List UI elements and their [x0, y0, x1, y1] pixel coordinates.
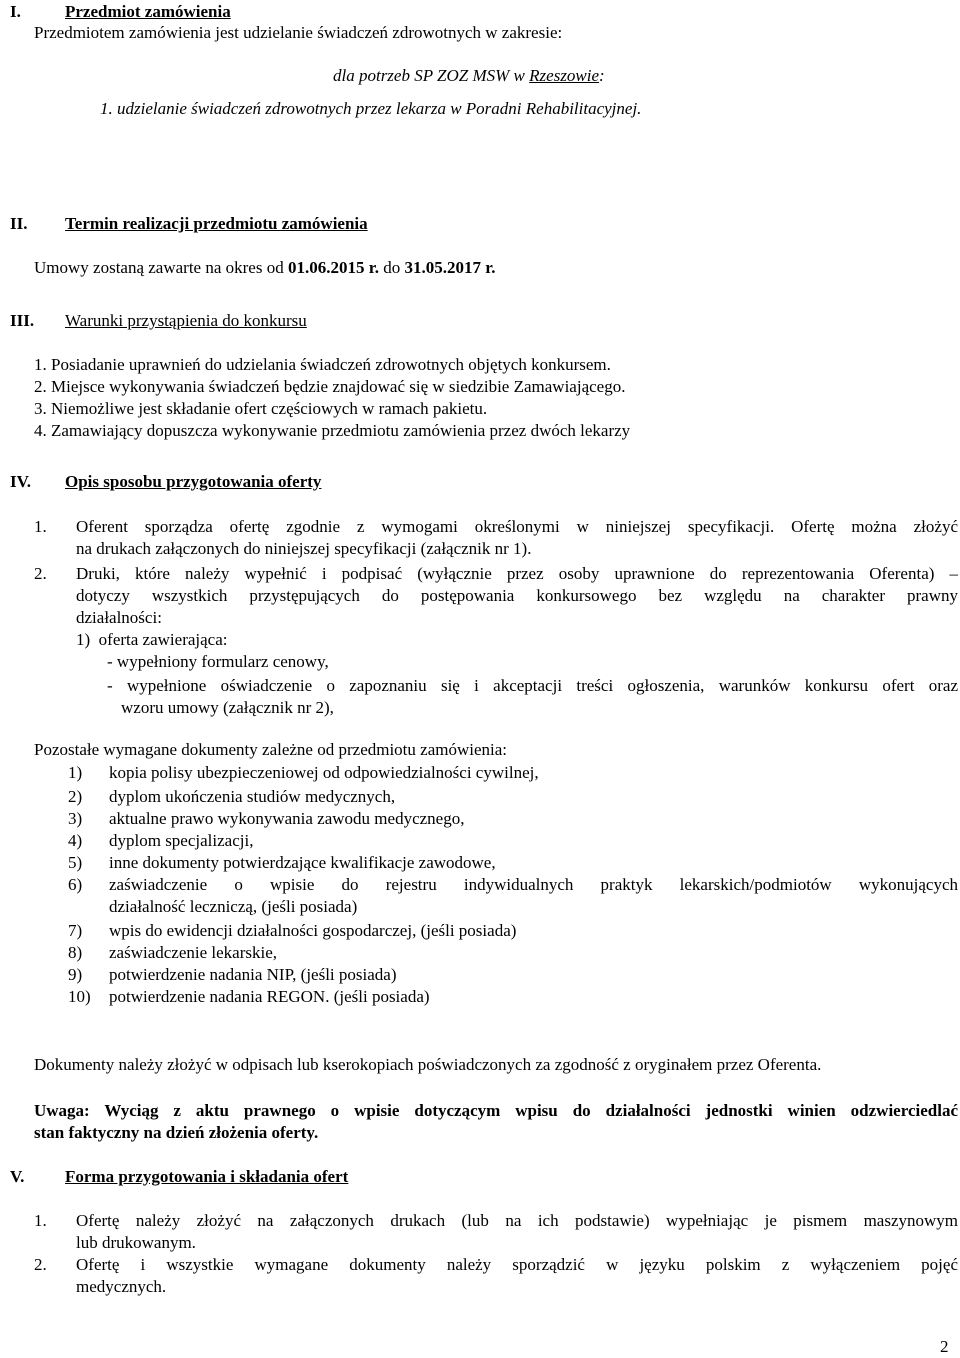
section-4-item-2-number: 2.	[34, 564, 47, 583]
section-3-item-4: 4. Zamawiający dopuszcza wykonywanie przedmiotu zamówienia przez dwóch lekarzy	[34, 421, 631, 440]
doc-item-5: 5) inne dokumenty potwierdzające kwalifikacje zawodowe,	[68, 853, 496, 872]
offer-content-2: - wypełnione oświadczenie o zapoznaniu się i akceptacji treści ogłoszenia, warunków konkursu ofert oraz	[107, 676, 958, 695]
section-4-item-2: Druki, które należy wypełnić i podpisać (wyłącznie przez osoby uprawnione do reprezentowania Oferenta) – dotyczy wszystkich przystępujących do postępowania konkursowego bez względu na charakter prawny działalności:	[76, 564, 958, 627]
section-4-item-1: Oferent sporządza ofertę zgodnie z wymogami określonymi w niniejszej specyfikacji. Ofertę można złożyć na drukach załączonych do niniejszej specyfikacji (załącznik nr 1).	[76, 517, 958, 558]
other-documents-intro: Pozostałe wymagane dokumenty zależne od przedmiotu zamówienia:	[34, 740, 508, 759]
doc-item-8: 8) zaświadczenie lekarskie,	[68, 943, 278, 962]
section-3-number: III.	[10, 311, 35, 330]
doc-item-1: 1) kopia polisy ubezpieczeniowej od odpowiedzialności cywilnej,	[68, 763, 539, 782]
doc-item-10: 10) potwierdzenie nadania REGON. (jeśli posiada)	[68, 987, 430, 1006]
section-1-item-1: 1. udzielanie świadczeń zdrowotnych przez lekarza w Poradni Rehabilitacyjnej.	[100, 99, 642, 118]
section-1-title: Przedmiot zamówienia	[65, 2, 231, 21]
section-3-title: Warunki przystąpienia do konkursu	[65, 311, 307, 330]
doc-item-3: 3) aktualne prawo wykonywania zawodu medycznego,	[68, 809, 465, 828]
section-5-item-1-number: 1.	[34, 1211, 47, 1230]
offer-contents-label: 1) oferta zawierająca:	[76, 630, 228, 649]
doc-item-6-number: 6)	[68, 875, 83, 894]
section-4-title: Opis sposobu przygotowania oferty	[65, 472, 322, 491]
doc-item-7: 7) wpis do ewidencji działalności gospodarczej, (jeśli posiada)	[68, 921, 517, 940]
section-5-item-2-number: 2.	[34, 1255, 47, 1274]
doc-item-4: 4) dyplom specjalizacji,	[68, 831, 254, 850]
attention-note: Uwaga: Wyciąg z aktu prawnego o wpisie dotyczącym wpisu do działalności jednostki winien odzwierciedlać stan faktyczny na dzień złożenia oferty.	[34, 1101, 958, 1142]
page-number: 2	[940, 1337, 949, 1356]
section-2-term: Umowy zostaną zawarte na okres od 01.06.2015 r. do 31.05.2017 r.	[34, 258, 496, 277]
section-2-number: II.	[10, 214, 28, 233]
doc-item-6: zaświadczenie o wpisie do rejestru indywidualnych praktyk lekarskich/podmiotów wykonujących działalność leczniczą, (jeśli posiada)	[109, 875, 958, 916]
offer-content-2-cont: wzoru umowy (załącznik nr 2),	[121, 698, 334, 717]
section-5-title: Forma przygotowania i składania ofert	[65, 1167, 349, 1186]
section-3-item-3: 3. Niemożliwe jest składanie ofert częściowych w ramach pakietu.	[34, 399, 488, 418]
section-4-item-1-number: 1.	[34, 517, 47, 536]
doc-item-2: 2) dyplom ukończenia studiów medycznych,	[68, 787, 396, 806]
section-1-intro: Przedmiotem zamówienia jest udzielanie świadczeń zdrowotnych w zakresie:	[34, 23, 563, 42]
section-1-for-needs: dla potrzeb SP ZOZ MSW w Rzeszowie:	[333, 66, 605, 85]
section-1-number: I.	[10, 2, 21, 21]
section-5-number: V.	[10, 1167, 25, 1186]
section-5-item-2: Ofertę i wszystkie wymagane dokumenty należy sporządzić w języku polskim z wyłączeniem pojęć medycznych.	[76, 1255, 958, 1296]
section-2-title: Termin realizacji przedmiotu zamówienia	[65, 214, 368, 233]
section-5-item-1: Ofertę należy złożyć na załączonych drukach (lub na ich podstawie) wypełniając je pismem maszynowym lub drukowanym.	[76, 1211, 958, 1252]
section-3-item-1: 1. Posiadanie uprawnień do udzielania świadczeń zdrowotnych objętych konkursem.	[34, 355, 611, 374]
copies-note: Dokumenty należy złożyć w odpisach lub kserokopiach poświadczonych za zgodność z oryginałem przez Oferenta.	[34, 1055, 822, 1074]
section-4-number: IV.	[10, 472, 31, 491]
section-3-item-2: 2. Miejsce wykonywania świadczeń będzie znajdować się w siedzibie Zamawiającego.	[34, 377, 626, 396]
doc-item-9: 9) potwierdzenie nadania NIP, (jeśli posiada)	[68, 965, 397, 984]
offer-content-1: - wypełniony formularz cenowy,	[107, 652, 329, 671]
